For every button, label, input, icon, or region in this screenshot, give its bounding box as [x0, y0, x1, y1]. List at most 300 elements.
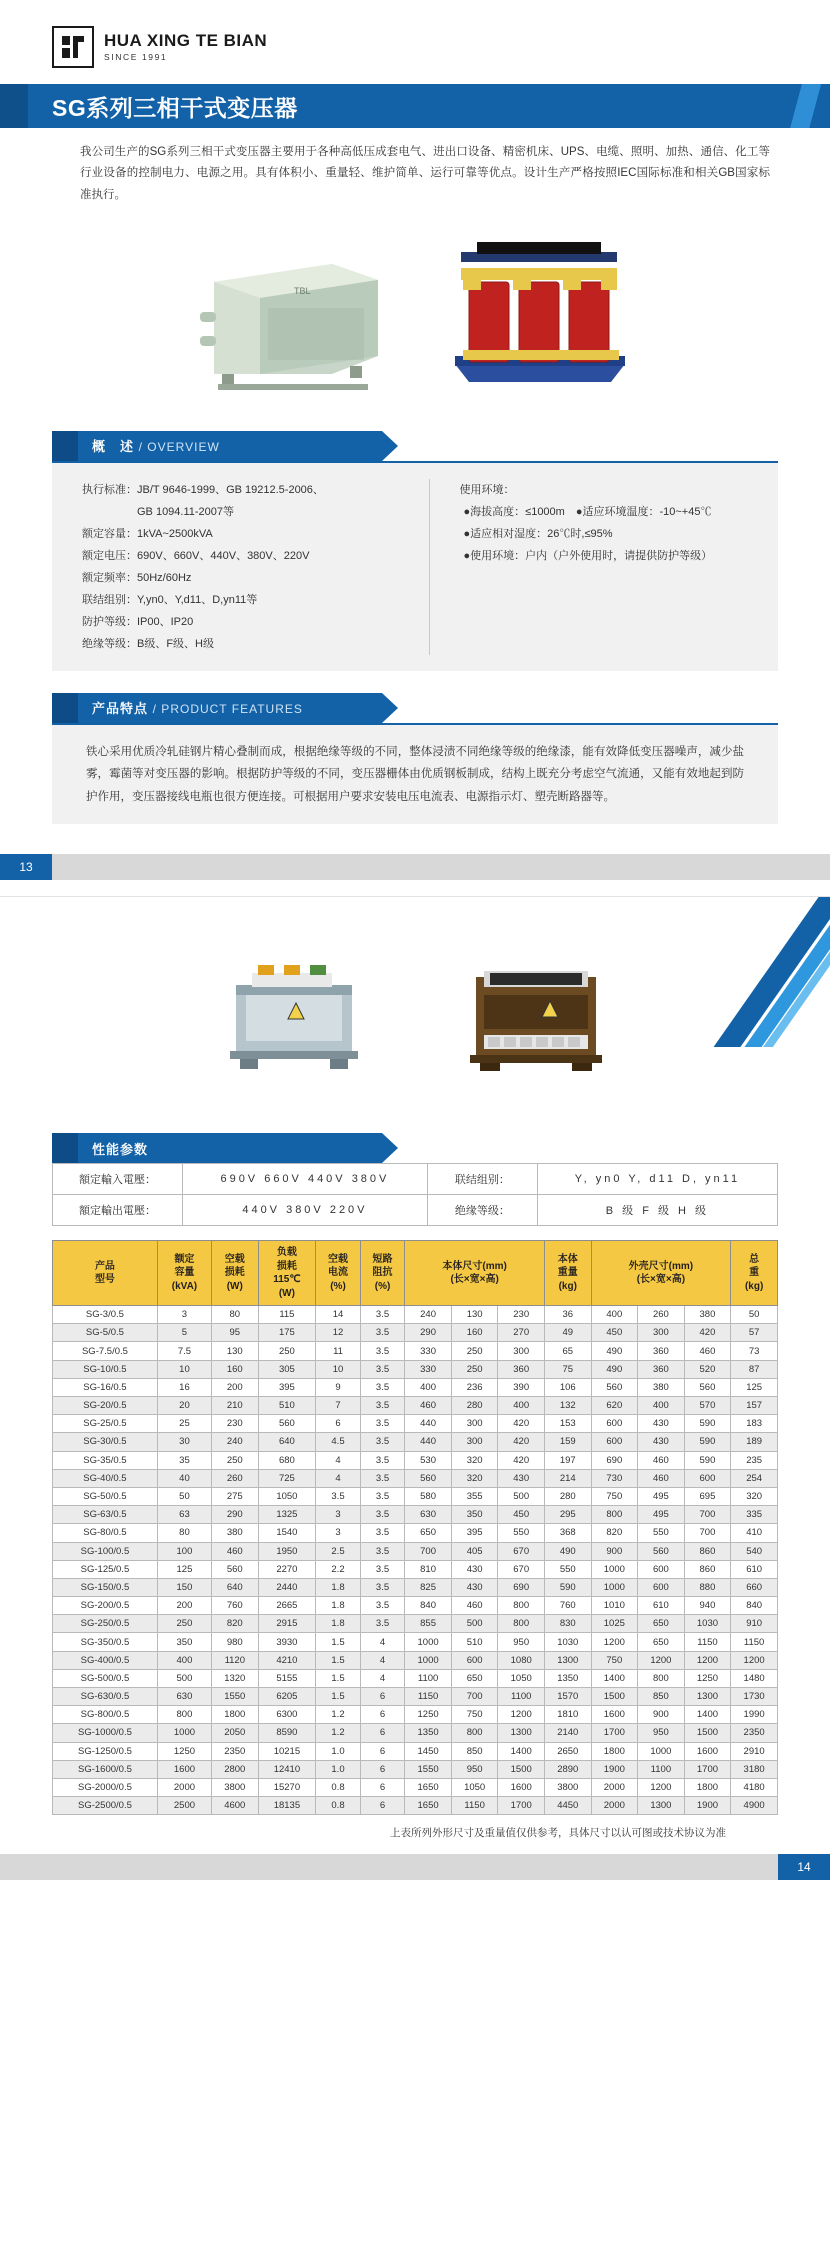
- page-number: 13: [0, 854, 52, 880]
- cell-value: 235: [731, 1451, 778, 1469]
- cell-value: 1550: [405, 1760, 452, 1778]
- overview-title-en: / OVERVIEW: [138, 440, 220, 455]
- cell-value: 63: [157, 1506, 211, 1524]
- cell-value: 1600: [157, 1760, 211, 1778]
- cell-value: 830: [544, 1615, 591, 1633]
- cell-value: 230: [498, 1306, 545, 1324]
- cell-value: 800: [498, 1597, 545, 1615]
- cell-value: 3.5: [360, 1360, 405, 1378]
- cell-value: 3.5: [360, 1524, 405, 1542]
- th-no-load-loss: 空载 损耗 (W): [212, 1241, 259, 1306]
- cell-value: 2440: [258, 1578, 316, 1596]
- cell-value: 16: [157, 1378, 211, 1396]
- cell-value: 4: [360, 1633, 405, 1651]
- cell-value: 1800: [684, 1778, 731, 1796]
- cell-value: 690: [591, 1451, 638, 1469]
- cell-value: 1000: [591, 1560, 638, 1578]
- table-row: [53, 1397, 778, 1415]
- cell-value: 2140: [544, 1724, 591, 1742]
- cell-value: 18135: [258, 1797, 316, 1815]
- cell-value: 50: [731, 1306, 778, 1324]
- cell-value: 490: [544, 1542, 591, 1560]
- cell-value: 630: [405, 1506, 452, 1524]
- cell-value: 910: [731, 1615, 778, 1633]
- overview-box: [52, 461, 778, 671]
- transformer-enclosure-photo: [182, 224, 397, 399]
- cell-value: 590: [684, 1433, 731, 1451]
- cell-value: 125: [731, 1378, 778, 1396]
- cell-model: SG-200/0.5: [53, 1597, 158, 1615]
- cell-model: SG-400/0.5: [53, 1651, 158, 1669]
- cell-model: SG-63/0.5: [53, 1506, 158, 1524]
- cell-value: 395: [451, 1524, 498, 1542]
- cell-value: 3.5: [360, 1578, 405, 1596]
- cell-value: 3.5: [316, 1487, 361, 1505]
- cell-value: 1200: [638, 1651, 685, 1669]
- cell-value: 2665: [258, 1597, 316, 1615]
- cell-value: 610: [638, 1597, 685, 1615]
- cell-value: 3.5: [360, 1324, 405, 1342]
- footer-bar: [52, 854, 830, 880]
- cell-value: 260: [212, 1469, 259, 1487]
- cell-value: 1100: [405, 1669, 452, 1687]
- cell-model: SG-5/0.5: [53, 1324, 158, 1342]
- cell-value: 950: [451, 1760, 498, 1778]
- cell-value: 570: [684, 1397, 731, 1415]
- table-row: [53, 1706, 778, 1724]
- cell-value: 750: [591, 1651, 638, 1669]
- cell-value: 106: [544, 1378, 591, 1396]
- cell-value: 236: [451, 1378, 498, 1396]
- cell-value: 500: [451, 1615, 498, 1633]
- cell-value: 6: [360, 1724, 405, 1742]
- cell-value: 940: [684, 1597, 731, 1615]
- cell-value: 560: [591, 1378, 638, 1396]
- cell-value: 600: [451, 1651, 498, 1669]
- cell-value: 240: [212, 1433, 259, 1451]
- cell-value: 650: [451, 1669, 498, 1687]
- cell-value: 20: [157, 1397, 211, 1415]
- table-row: [53, 1542, 778, 1560]
- cell-value: 40: [157, 1469, 211, 1487]
- insulation-class-value: B 级 F 级 H 级: [537, 1195, 777, 1226]
- cell-value: 3: [316, 1524, 361, 1542]
- section-accent-bar: [52, 1133, 78, 1163]
- cell-value: 680: [258, 1451, 316, 1469]
- cell-value: 2890: [544, 1760, 591, 1778]
- cell-model: SG-2500/0.5: [53, 1797, 158, 1815]
- cell-value: 125: [157, 1560, 211, 1578]
- cell-value: 1600: [498, 1778, 545, 1796]
- th-no-load-current: 空载 电流 (%): [316, 1241, 361, 1306]
- cell-value: 550: [638, 1524, 685, 1542]
- cell-value: 1350: [544, 1669, 591, 1687]
- overview-item: 额定容量：1kVA~2500kVA: [82, 527, 213, 540]
- footer-bar: [0, 1854, 778, 1880]
- cell-value: 400: [638, 1397, 685, 1415]
- cell-value: 495: [638, 1506, 685, 1524]
- insulation-class-label: 绝缘等级：: [427, 1195, 537, 1226]
- cell-value: 360: [498, 1360, 545, 1378]
- cell-value: 560: [258, 1415, 316, 1433]
- cell-value: 157: [731, 1397, 778, 1415]
- cell-value: 153: [544, 1415, 591, 1433]
- cell-value: 700: [451, 1688, 498, 1706]
- cell-value: 1.5: [316, 1669, 361, 1687]
- cell-value: 10215: [258, 1742, 316, 1760]
- cell-value: 1010: [591, 1597, 638, 1615]
- overview-item: 联结组别：Y,yn0、Y,d11、D,yn11等: [82, 593, 258, 606]
- cell-value: 1800: [591, 1742, 638, 1760]
- cell-value: 600: [591, 1433, 638, 1451]
- cell-value: 3.5: [360, 1506, 405, 1524]
- cell-value: 0.8: [316, 1797, 361, 1815]
- cell-value: 590: [684, 1415, 731, 1433]
- table-row: [53, 1451, 778, 1469]
- table-row: [53, 1360, 778, 1378]
- cell-value: 430: [638, 1415, 685, 1433]
- cell-value: 130: [451, 1306, 498, 1324]
- cell-value: 250: [258, 1342, 316, 1360]
- cell-value: 1080: [498, 1651, 545, 1669]
- cell-value: 320: [451, 1469, 498, 1487]
- cell-value: 380: [684, 1306, 731, 1324]
- cell-value: 1700: [591, 1724, 638, 1742]
- th-total-weight: 总 重 (kg): [731, 1241, 778, 1306]
- cell-value: 420: [684, 1324, 731, 1342]
- cell-value: 197: [544, 1451, 591, 1469]
- cell-value: 1.2: [316, 1706, 361, 1724]
- cell-value: 3180: [731, 1760, 778, 1778]
- table-row: [53, 1560, 778, 1578]
- cell-value: 900: [638, 1706, 685, 1724]
- cell-value: 1.5: [316, 1651, 361, 1669]
- cell-value: 1200: [498, 1706, 545, 1724]
- cell-value: 3.5: [360, 1487, 405, 1505]
- overview-item: 绝缘等级：B级、F级、H级: [82, 637, 214, 650]
- cell-value: 1050: [498, 1669, 545, 1687]
- cell-value: 1100: [638, 1760, 685, 1778]
- cell-value: 1150: [731, 1633, 778, 1651]
- table-row: [53, 1378, 778, 1396]
- overview-right-column: [430, 479, 778, 655]
- cell-model: SG-630/0.5: [53, 1688, 158, 1706]
- cell-value: 5155: [258, 1669, 316, 1687]
- cell-value: 495: [638, 1487, 685, 1505]
- cell-value: 214: [544, 1469, 591, 1487]
- cell-value: 670: [498, 1542, 545, 1560]
- cell-value: 250: [157, 1615, 211, 1633]
- cell-model: SG-3/0.5: [53, 1306, 158, 1324]
- cell-value: 25: [157, 1415, 211, 1433]
- features-title-cn: 产品特点: [92, 701, 149, 717]
- cell-value: 300: [451, 1415, 498, 1433]
- cell-value: 390: [498, 1378, 545, 1396]
- cell-value: 1.8: [316, 1615, 361, 1633]
- cell-value: 250: [451, 1342, 498, 1360]
- overview-title-cn: 概 述: [92, 439, 135, 455]
- cell-value: 115: [258, 1306, 316, 1324]
- cell-value: 750: [451, 1706, 498, 1724]
- single-phase-transformer-photo: [200, 943, 390, 1093]
- cell-value: 560: [638, 1542, 685, 1560]
- cell-value: 380: [212, 1524, 259, 1542]
- cell-model: SG-80/0.5: [53, 1524, 158, 1542]
- cell-value: 880: [684, 1578, 731, 1596]
- cell-value: 1300: [544, 1651, 591, 1669]
- cell-value: 360: [638, 1342, 685, 1360]
- cell-model: SG-125/0.5: [53, 1560, 158, 1578]
- cell-value: 600: [638, 1560, 685, 1578]
- cell-value: 800: [157, 1706, 211, 1724]
- cell-model: SG-50/0.5: [53, 1487, 158, 1505]
- cell-value: 320: [731, 1487, 778, 1505]
- cell-value: 560: [684, 1378, 731, 1396]
- cell-value: 175: [258, 1324, 316, 1342]
- cell-value: 4.5: [316, 1433, 361, 1451]
- cell-value: 350: [451, 1506, 498, 1524]
- huaxing-logo-icon: [52, 26, 94, 68]
- cell-value: 560: [405, 1469, 452, 1487]
- cell-value: 430: [451, 1560, 498, 1578]
- cell-value: 1000: [157, 1724, 211, 1742]
- cell-value: 810: [405, 1560, 452, 1578]
- cell-value: 360: [638, 1360, 685, 1378]
- cell-value: 2000: [591, 1778, 638, 1796]
- table-row: [53, 1669, 778, 1687]
- cell-value: 510: [451, 1633, 498, 1651]
- page-2-footer: [0, 1854, 830, 1880]
- cell-model: SG-10/0.5: [53, 1360, 158, 1378]
- cell-value: 650: [405, 1524, 452, 1542]
- cell-value: 250: [451, 1360, 498, 1378]
- cell-value: 395: [258, 1378, 316, 1396]
- input-voltage-label: 額定輸入電壓：: [53, 1164, 183, 1195]
- cell-value: 240: [405, 1306, 452, 1324]
- vector-group-label: 联结组别：: [427, 1164, 537, 1195]
- cell-value: 200: [212, 1378, 259, 1396]
- cell-value: 590: [684, 1451, 731, 1469]
- cell-value: 2050: [212, 1724, 259, 1742]
- cell-value: 300: [451, 1433, 498, 1451]
- cell-value: 600: [638, 1578, 685, 1596]
- cell-value: 260: [638, 1306, 685, 1324]
- cell-value: 1730: [731, 1688, 778, 1706]
- cell-value: 760: [212, 1597, 259, 1615]
- cell-value: 405: [451, 1542, 498, 1560]
- table-row: [53, 1724, 778, 1742]
- cell-value: 820: [591, 1524, 638, 1542]
- transformer-core-photo: [433, 224, 648, 399]
- cell-model: SG-1000/0.5: [53, 1724, 158, 1742]
- cell-value: 1350: [405, 1724, 452, 1742]
- cell-value: 1600: [684, 1742, 731, 1760]
- cell-value: 290: [212, 1506, 259, 1524]
- cell-value: 254: [731, 1469, 778, 1487]
- cell-value: 560: [212, 1560, 259, 1578]
- cell-value: 600: [591, 1415, 638, 1433]
- cell-value: 690: [498, 1578, 545, 1596]
- cell-value: 1300: [498, 1724, 545, 1742]
- cell-value: 3.5: [360, 1342, 405, 1360]
- cell-value: 4900: [731, 1797, 778, 1815]
- cell-value: 35: [157, 1451, 211, 1469]
- cell-value: 1000: [591, 1578, 638, 1596]
- cell-value: 430: [451, 1578, 498, 1596]
- cell-value: 4: [360, 1669, 405, 1687]
- cell-value: 49: [544, 1324, 591, 1342]
- cell-value: 730: [591, 1469, 638, 1487]
- cell-value: 1000: [405, 1633, 452, 1651]
- cell-value: 320: [451, 1451, 498, 1469]
- cell-value: 3.5: [360, 1378, 405, 1396]
- cell-value: 330: [405, 1342, 452, 1360]
- cell-value: 9: [316, 1378, 361, 1396]
- cell-value: 335: [731, 1506, 778, 1524]
- cell-value: 900: [591, 1542, 638, 1560]
- cell-value: 1500: [684, 1724, 731, 1742]
- page-1-footer: [0, 854, 830, 880]
- cell-value: 4180: [731, 1778, 778, 1796]
- table-row: [53, 1506, 778, 1524]
- page-2: [0, 896, 830, 1880]
- cell-value: 440: [405, 1415, 452, 1433]
- cell-value: 1.0: [316, 1742, 361, 1760]
- cell-value: 0.8: [316, 1778, 361, 1796]
- cell-value: 1200: [684, 1651, 731, 1669]
- table-note: 上表所列外形尺寸及重量值仅供参考，具体尺寸以认可图或技术协议为准: [390, 1827, 726, 1840]
- cell-value: 1150: [451, 1797, 498, 1815]
- cell-value: 3.5: [360, 1451, 405, 1469]
- cell-value: 3.5: [360, 1615, 405, 1633]
- section-header-features: [52, 693, 382, 723]
- th-body-dimensions: 本体尺寸(mm) (长×宽×高): [405, 1241, 545, 1306]
- th-case-dimensions: 外壳尺寸(mm) (长×宽×高): [591, 1241, 731, 1306]
- section-header-overview: [52, 431, 382, 461]
- cell-model: SG-350/0.5: [53, 1633, 158, 1651]
- cell-value: 1.8: [316, 1597, 361, 1615]
- cell-value: 420: [498, 1451, 545, 1469]
- cell-value: 2270: [258, 1560, 316, 1578]
- cell-value: 1500: [591, 1688, 638, 1706]
- page-gap: [0, 880, 830, 896]
- decorative-stripes: [650, 897, 830, 1047]
- cell-value: 1.5: [316, 1633, 361, 1651]
- cell-value: 80: [157, 1524, 211, 1542]
- table-row: [53, 1469, 778, 1487]
- cell-value: 3.5: [360, 1469, 405, 1487]
- cell-value: 800: [591, 1506, 638, 1524]
- cell-value: 73: [731, 1342, 778, 1360]
- specification-table-body: [53, 1306, 778, 1815]
- cell-value: 132: [544, 1397, 591, 1415]
- cell-value: 6: [360, 1778, 405, 1796]
- cell-value: 950: [638, 1724, 685, 1742]
- cell-value: 300: [638, 1324, 685, 1342]
- cell-value: 4: [316, 1451, 361, 1469]
- cell-value: 800: [498, 1615, 545, 1633]
- cell-value: 12410: [258, 1760, 316, 1778]
- banner: [0, 84, 830, 128]
- cell-value: 1800: [212, 1706, 259, 1724]
- cell-value: 3.5: [360, 1597, 405, 1615]
- table-row: [53, 1195, 778, 1226]
- cell-value: 550: [544, 1560, 591, 1578]
- cell-value: 270: [498, 1324, 545, 1342]
- cell-value: 1200: [591, 1633, 638, 1651]
- table-row: [53, 1164, 778, 1195]
- cell-model: SG-2000/0.5: [53, 1778, 158, 1796]
- cell-value: 7: [316, 1397, 361, 1415]
- cell-value: 6: [316, 1415, 361, 1433]
- cell-value: 980: [212, 1633, 259, 1651]
- cell-value: 1500: [498, 1760, 545, 1778]
- cell-value: 1900: [591, 1760, 638, 1778]
- cell-value: 855: [405, 1615, 452, 1633]
- cell-value: 7.5: [157, 1342, 211, 1360]
- overview-item: 额定电压：690V、660V、440V、380V、220V: [82, 549, 310, 562]
- cell-model: SG-25/0.5: [53, 1415, 158, 1433]
- cell-value: 30: [157, 1433, 211, 1451]
- cell-value: 3800: [212, 1778, 259, 1796]
- cell-value: 430: [638, 1433, 685, 1451]
- cell-value: 4: [316, 1469, 361, 1487]
- cell-value: 4210: [258, 1651, 316, 1669]
- cell-value: 3: [316, 1506, 361, 1524]
- table-row: [53, 1797, 778, 1815]
- input-voltage-value: 690V 660V 440V 380V: [183, 1164, 428, 1195]
- cell-value: 280: [451, 1397, 498, 1415]
- cell-value: 2500: [157, 1797, 211, 1815]
- cell-value: 530: [405, 1451, 452, 1469]
- th-impedance: 短路 阻抗 (%): [360, 1241, 405, 1306]
- cell-value: 1810: [544, 1706, 591, 1724]
- environment-item: ●使用环境：户内（户外使用时，请提供防护等级）: [463, 549, 713, 562]
- th-body-weight: 本体 重量 (kg): [544, 1241, 591, 1306]
- environment-title: 使用环境：: [459, 483, 515, 496]
- cell-value: 11: [316, 1342, 361, 1360]
- table-row: [53, 1433, 778, 1451]
- cell-value: 950: [498, 1633, 545, 1651]
- cell-value: 6: [360, 1797, 405, 1815]
- cell-value: 3.5: [360, 1415, 405, 1433]
- th-model: 产品 型号: [53, 1241, 158, 1306]
- cell-model: SG-1250/0.5: [53, 1742, 158, 1760]
- performance-table-wrap: [52, 1163, 778, 1840]
- cell-value: 100: [157, 1542, 211, 1560]
- cell-value: 700: [405, 1542, 452, 1560]
- environment-item: ●适应相对湿度：26℃时,≤95%: [463, 527, 613, 540]
- cell-value: 400: [591, 1306, 638, 1324]
- cell-value: 520: [684, 1360, 731, 1378]
- cell-value: 760: [544, 1597, 591, 1615]
- cell-model: SG-150/0.5: [53, 1578, 158, 1596]
- cell-value: 1150: [405, 1688, 452, 1706]
- cell-value: 380: [638, 1378, 685, 1396]
- cell-value: 1200: [638, 1778, 685, 1796]
- cell-value: 420: [498, 1433, 545, 1451]
- table-row: [53, 1651, 778, 1669]
- cell-value: 450: [591, 1324, 638, 1342]
- cell-value: 6: [360, 1760, 405, 1778]
- cell-value: 400: [405, 1378, 452, 1396]
- three-phase-transformer-photo: [440, 943, 630, 1093]
- intro-paragraph: 我公司生产的SG系列三相干式变压器主要用于各种高低压成套电气、进出口设备、精密机床、UPS、电缆、照明、加热、通信、化工等行业设备的控制电力、电源之用。具有体积小、重量轻、维护简单、运行可靠等优点。设计生产严格按照IEC国际标准和相关GB国家标准执行。: [80, 146, 770, 201]
- specification-table: [52, 1240, 778, 1815]
- cell-value: 1600: [591, 1706, 638, 1724]
- cell-value: 1700: [498, 1797, 545, 1815]
- cell-value: 2800: [212, 1760, 259, 1778]
